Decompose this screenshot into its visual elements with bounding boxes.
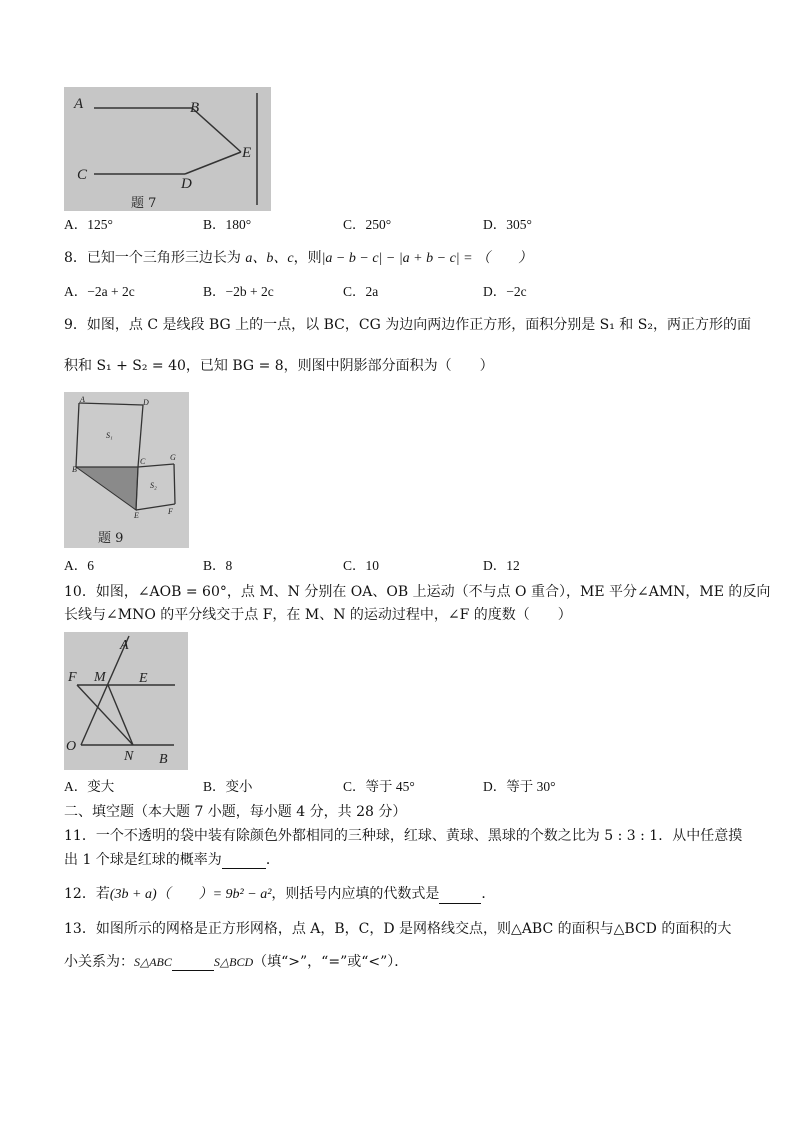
q10-stem-line1: 10．如图，∠AOB = 60°，点 M、N 分别在 OA、OB 上运动（不与点 O 重合），ME 平分∠AMN，ME 的反向 [64,584,771,600]
label-F: F [68,670,77,685]
figure-q9 [64,392,189,548]
q11-stem-line2 [64,851,280,869]
label-B: B [72,465,77,474]
q9-option-c[interactable]: C．10 [343,558,380,573]
q8-stem-pre: 8．已知一个三角形三边长为 [64,250,246,266]
q8-option-c[interactable]: C．2a [343,284,379,299]
label-O: O [66,739,77,754]
label-D: D [181,176,192,192]
q12-stem-pre: 12．若 [64,886,110,902]
label-C: C [77,167,88,183]
q11-stem-line1: 11．一个不透明的袋中装有除颜色外都相同的三种球，红球、黄球、黑球的个数之比为 5 : 3 : 1．从中任意摸 [64,828,743,844]
q9-option-a[interactable]: A．6 [64,558,94,573]
label-G: G [170,453,176,462]
figure-q7-caption: 题 7 [131,196,157,211]
q10-stem-line2: 长线与∠MNO 的平分线交于点 F，在 M、N 的运动过程中，∠F 的度数（ ） [64,607,572,623]
q7-option-b[interactable]: B．180° [203,217,252,232]
q8-vars: a、b、c [245,251,294,266]
q7-option-d[interactable]: D．305° [483,217,532,232]
q12-stem [64,885,495,904]
label-F: F [168,507,173,516]
q10-option-d[interactable]: D．等于 30° [483,779,556,794]
q11-stem-end: ． [265,852,280,868]
label-E: E [134,511,139,520]
figure-q10-drawing [64,632,188,770]
label-C: C [140,457,146,466]
label-D: D [143,398,149,407]
q13-answer-blank[interactable] [172,954,214,971]
figure-q9-drawing [64,392,189,548]
q9-option-d[interactable]: D．12 [483,558,520,573]
q13-area-abc: S△ABC [134,955,172,969]
label-A: A [80,395,85,404]
figure-q10 [64,632,188,770]
q8-option-d[interactable]: D．−2c [483,284,527,299]
q10-option-a[interactable]: A．变大 [64,779,115,794]
q12-expression: (3b + a)（ ）= 9b² − a² [109,887,272,902]
label-N: N [124,749,134,764]
label-E: E [139,671,148,686]
q7-option-c[interactable]: C．250° [343,217,392,232]
q8-option-b[interactable]: B．−2b + 2c [203,284,274,299]
q11-answer-blank[interactable] [222,852,266,869]
q13-stem-line2 [64,953,408,971]
label-A: A [120,638,129,653]
label-E: E [242,145,252,161]
label-S1: S₁ [106,431,113,440]
q9-option-b[interactable]: B．8 [203,558,233,573]
section-2-heading: 二、填空题（本大题 7 小题，每小题 4 分，共 28 分） [64,804,407,820]
q13-area-bcd: S△BCD [213,955,254,969]
figure-q7-drawing [64,87,271,211]
q12-stem-post: ，则括号内应填的代数式是 [271,886,440,902]
figure-q7 [64,87,271,211]
q13-stem-pre: 小关系为： [64,954,134,970]
q8-stem [64,249,532,268]
label-S2: S₂ [150,481,157,490]
q8-expression: |a − b − c| − |a + b − c| = （ ） [321,251,533,266]
q13-stem-post: （填“>”，“=”或“<”）． [253,954,409,970]
q11-stem-text: 出 1 个球是红球的概率为 [64,852,222,868]
q8-option-a[interactable]: A．−2a + 2c [64,284,135,299]
q10-option-c[interactable]: C．等于 45° [343,779,415,794]
q12-stem-end: ． [481,886,496,902]
q7-option-a[interactable]: A．125° [64,217,113,232]
q9-stem-line1: 9．如图，点 C 是线段 BG 上的一点，以 BC，CG 为边向两边作正方形，面积分别是 S₁ 和 S₂，两正方形的面 [64,317,751,333]
q13-stem-line1: 13．如图所示的网格是正方形网格，点 A，B，C，D 是网格线交点，则△ABC 的面积与△BCD 的面积的大 [64,921,732,937]
q10-option-b[interactable]: B．变小 [203,779,253,794]
label-B: B [159,752,168,767]
label-B: B [190,100,200,116]
q8-stem-mid: ，则 [293,250,322,266]
q9-stem-line2: 积和 S₁ + S₂ = 40，已知 BG = 8，则图中阴影部分面积为（ ） [64,358,494,374]
label-M: M [94,670,106,685]
figure-q9-caption: 题 9 [98,531,124,546]
q12-answer-blank[interactable] [439,887,481,904]
label-A: A [74,96,84,112]
